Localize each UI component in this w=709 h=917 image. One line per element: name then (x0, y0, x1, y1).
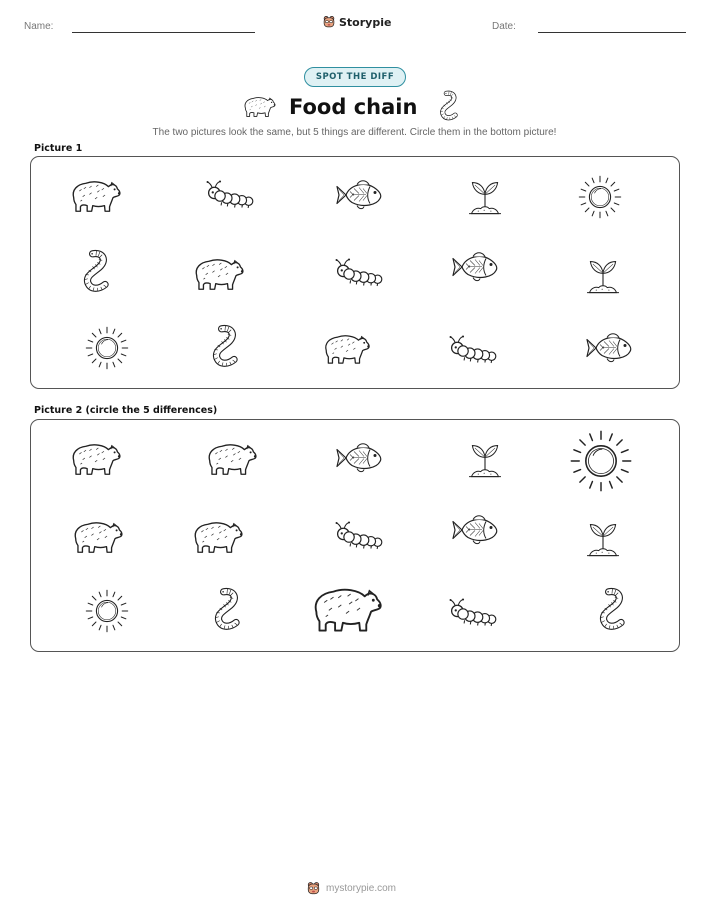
grid-item[interactable] (582, 515, 624, 561)
fish-icon (334, 177, 384, 213)
sun-icon (577, 174, 623, 220)
bear-icon (241, 93, 277, 119)
grid-item[interactable] (206, 587, 246, 635)
sun-icon (568, 428, 634, 494)
sprout-icon (582, 515, 624, 561)
grid-item[interactable] (69, 515, 125, 557)
bear-icon (69, 515, 125, 557)
grid-item[interactable] (591, 587, 631, 635)
grid-item[interactable] (84, 588, 130, 634)
caterpillar-icon (335, 257, 387, 289)
sprout-icon (464, 173, 506, 219)
caterpillar-icon (449, 334, 501, 366)
storypie-logo-icon (306, 881, 321, 896)
grid-item[interactable] (464, 173, 506, 219)
bear-icon (307, 580, 385, 636)
picture-2-panel (30, 419, 680, 652)
grid-item[interactable] (582, 252, 624, 298)
grid-item[interactable] (584, 330, 634, 366)
grid-item[interactable] (334, 177, 384, 213)
name-field[interactable] (72, 32, 255, 33)
grid-item[interactable] (450, 512, 500, 548)
date-field[interactable] (538, 32, 686, 33)
grid-item[interactable] (449, 334, 501, 366)
sprout-icon (464, 436, 506, 482)
caterpillar-icon (449, 597, 501, 629)
grid-item[interactable] (67, 438, 123, 478)
sprout-icon (582, 252, 624, 298)
grid-item[interactable] (334, 440, 384, 476)
fish-icon (334, 440, 384, 476)
grid-item[interactable] (335, 257, 387, 289)
grid-item[interactable] (76, 249, 114, 297)
worm-icon (433, 90, 463, 124)
grid-item[interactable] (568, 428, 634, 494)
fish-icon (584, 330, 634, 366)
grid-item[interactable] (190, 252, 246, 294)
name-label: Name: (24, 21, 54, 32)
grid-item[interactable] (84, 325, 130, 371)
title-row (0, 92, 709, 122)
brand (322, 13, 391, 31)
grid-item[interactable] (449, 597, 501, 629)
grid-item[interactable] (67, 174, 123, 216)
worm-icon (206, 587, 246, 635)
sun-icon (84, 588, 130, 634)
footer (306, 879, 396, 897)
activity-badge: SPOT THE DIFF (304, 67, 406, 87)
bear-icon (67, 438, 123, 478)
bear-icon (190, 252, 246, 294)
picture-1-label: Picture 1 (34, 143, 83, 154)
brand-name: Storypie (339, 15, 392, 29)
grid-item[interactable] (450, 249, 500, 285)
bear-icon (67, 174, 123, 216)
fish-icon (450, 249, 500, 285)
worm-icon (204, 324, 244, 372)
worm-icon (591, 587, 631, 635)
instructions: The two pictures look the same, but 5 things are different. Circle them in the bottom picture! (152, 127, 557, 138)
grid-item[interactable] (204, 324, 244, 372)
grid-item[interactable] (577, 174, 623, 220)
grid-item[interactable] (464, 436, 506, 482)
bear-icon (189, 515, 245, 557)
date-label: Date: (492, 21, 516, 32)
bear-icon (320, 328, 372, 368)
footer-site[interactable]: mystorypie.com (326, 882, 397, 894)
caterpillar-icon (206, 179, 258, 211)
fish-icon (450, 512, 500, 548)
picture-1-panel (30, 156, 680, 389)
picture-2-label: Picture 2 (circle the 5 differences) (34, 405, 218, 416)
page-title: Food chain (289, 95, 418, 119)
bear-icon (203, 438, 259, 478)
grid-item[interactable] (335, 520, 387, 552)
storypie-logo-icon (322, 15, 336, 29)
worm-icon (76, 249, 114, 297)
grid-item[interactable] (320, 328, 372, 368)
sun-icon (84, 325, 130, 371)
grid-item[interactable] (189, 515, 245, 557)
grid-item[interactable] (307, 580, 385, 636)
caterpillar-icon (335, 520, 387, 552)
grid-item[interactable] (206, 179, 258, 211)
grid-item[interactable] (203, 438, 259, 478)
